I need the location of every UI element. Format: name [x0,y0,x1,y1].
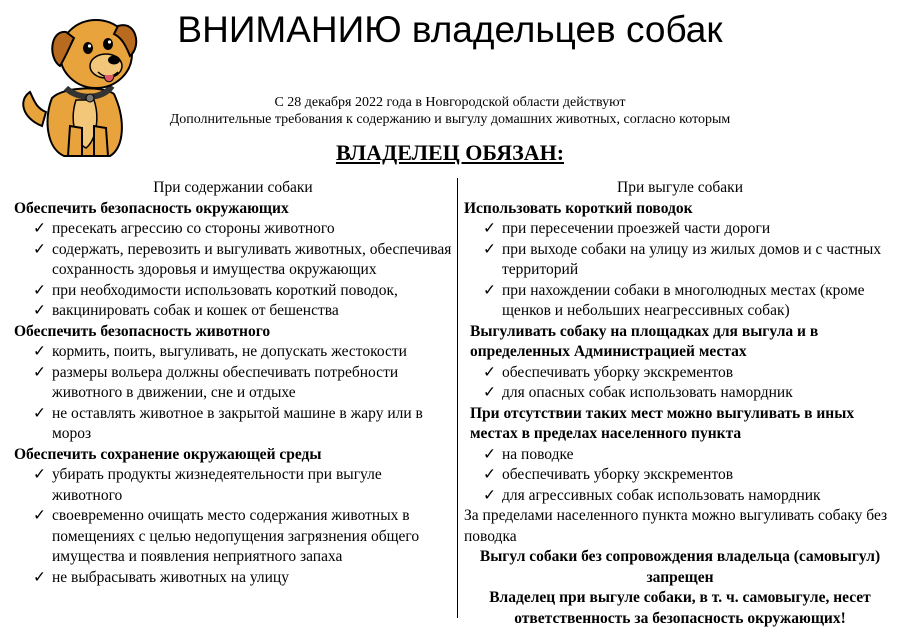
list-item: ✓ для агрессивных собак использовать намордник [464,486,896,507]
check-icon: ✓ [33,568,46,586]
list-item: ✓ содержать, перевозить и выгуливать животных, обеспечивая сохранность здоровья и имущества окружающих [33,240,452,278]
list-item: ✓ убирать продукты жизнедеятельности при выгуле животного [33,466,382,504]
dog-illustration [14,8,144,164]
check-icon: ✓ [483,281,496,299]
list-item: ✓ на поводке [464,445,896,466]
ban-notice: Выгул собаки без сопровождения владельца (самовыгул) запрещен [479,548,881,586]
section-title: При отсутствии таких мест можно выгуливать в иных местах в пределах населенного пункта [470,404,855,442]
list-item: ✓ обеспечивать уборку экскрементов [464,465,896,486]
list-item: ✓ своевременно очищать место содержания животных в помещениях с целью недопущения загрязнения общего имущества и появления неприятного запаха [33,507,420,565]
list-item: ✓ при пересечении проезжей части дороги [464,219,896,240]
list-item: ✓ не выбрасывать животных на улицу [14,568,452,589]
check-icon: ✓ [33,507,46,524]
check-icon: ✓ [33,302,46,319]
left-column-heading: При содержании собаки [153,179,313,196]
check-icon: ✓ [33,281,46,299]
section-title: Выгуливать собаку на площадках для выгула и в определенных Администрацией местах [470,322,819,360]
right-column-heading: При выгуле собаки [617,179,743,196]
list-item: ✓ размеры вольера должны обеспечивать потребности животного в движении, сне и отдыхе [33,363,399,401]
check-icon: ✓ [33,404,46,422]
list-item: ✓ не оставлять животное в закрытой машине в жару или в мороз [33,404,423,442]
check-icon: ✓ [483,486,496,504]
list-item: ✓ кормить, поить, выгуливать, не допускать жестокости [14,342,452,363]
check-icon: ✓ [33,363,46,381]
list-item: ✓ вакцинировать собак и кошек от бешенства [14,301,452,322]
right-column [464,178,896,629]
list-item: ✓ при необходимости использовать короткий поводок, [14,281,452,302]
column-divider [457,178,458,618]
outside-note: За пределами населенного пункта можно выгуливать собаку без поводка [464,507,888,545]
subtitle [100,94,800,128]
check-icon: ✓ [483,384,496,401]
list-item: ✓ при нахождении собаки в многолюдных местах (кроме щенков и небольших неагрессивных собак) [483,281,865,319]
check-icon: ✓ [483,466,496,483]
responsibility-notice: Владелец при выгуле собаки, в т. ч. самовыгуле, несет ответственность за безопасность окружающих! [489,589,871,627]
check-icon: ✓ [483,240,496,258]
check-icon: ✓ [33,220,46,237]
check-icon: ✓ [483,445,496,463]
check-icon: ✓ [33,343,46,360]
check-icon: ✓ [483,363,496,381]
page-title: ВНИМАНИЮ владельцев собак [177,9,723,50]
section-title: Обеспечить безопасность окружающих [14,199,289,217]
check-icon: ✓ [483,220,496,237]
subtitle-line-1: С 28 декабря 2022 года в Новгородской области действуют [274,95,626,110]
list-item: ✓ для опасных собак использовать намордник [464,383,896,404]
left-column [14,178,452,588]
subtitle-line-2: Дополнительные требования к содержанию и выгулу домашних животных, согласно которым [169,112,731,127]
section-title: Обеспечить сохранение окружающей среды [14,445,322,463]
list-item: ✓ обеспечивать уборку экскрементов [464,363,896,384]
owner-heading: ВЛАДЕЛЕЦ ОБЯЗАН: [335,140,565,165]
check-icon: ✓ [33,240,46,258]
check-icon: ✓ [33,466,46,483]
section-title: Обеспечить безопасность животного [14,322,271,340]
section-title: Использовать короткий поводок [464,199,693,217]
list-item: ✓ пресекать агрессию со стороны животного [14,219,452,240]
list-item: ✓ при выходе собаки на улицу из жилых домов и с частных территорий [483,240,882,278]
